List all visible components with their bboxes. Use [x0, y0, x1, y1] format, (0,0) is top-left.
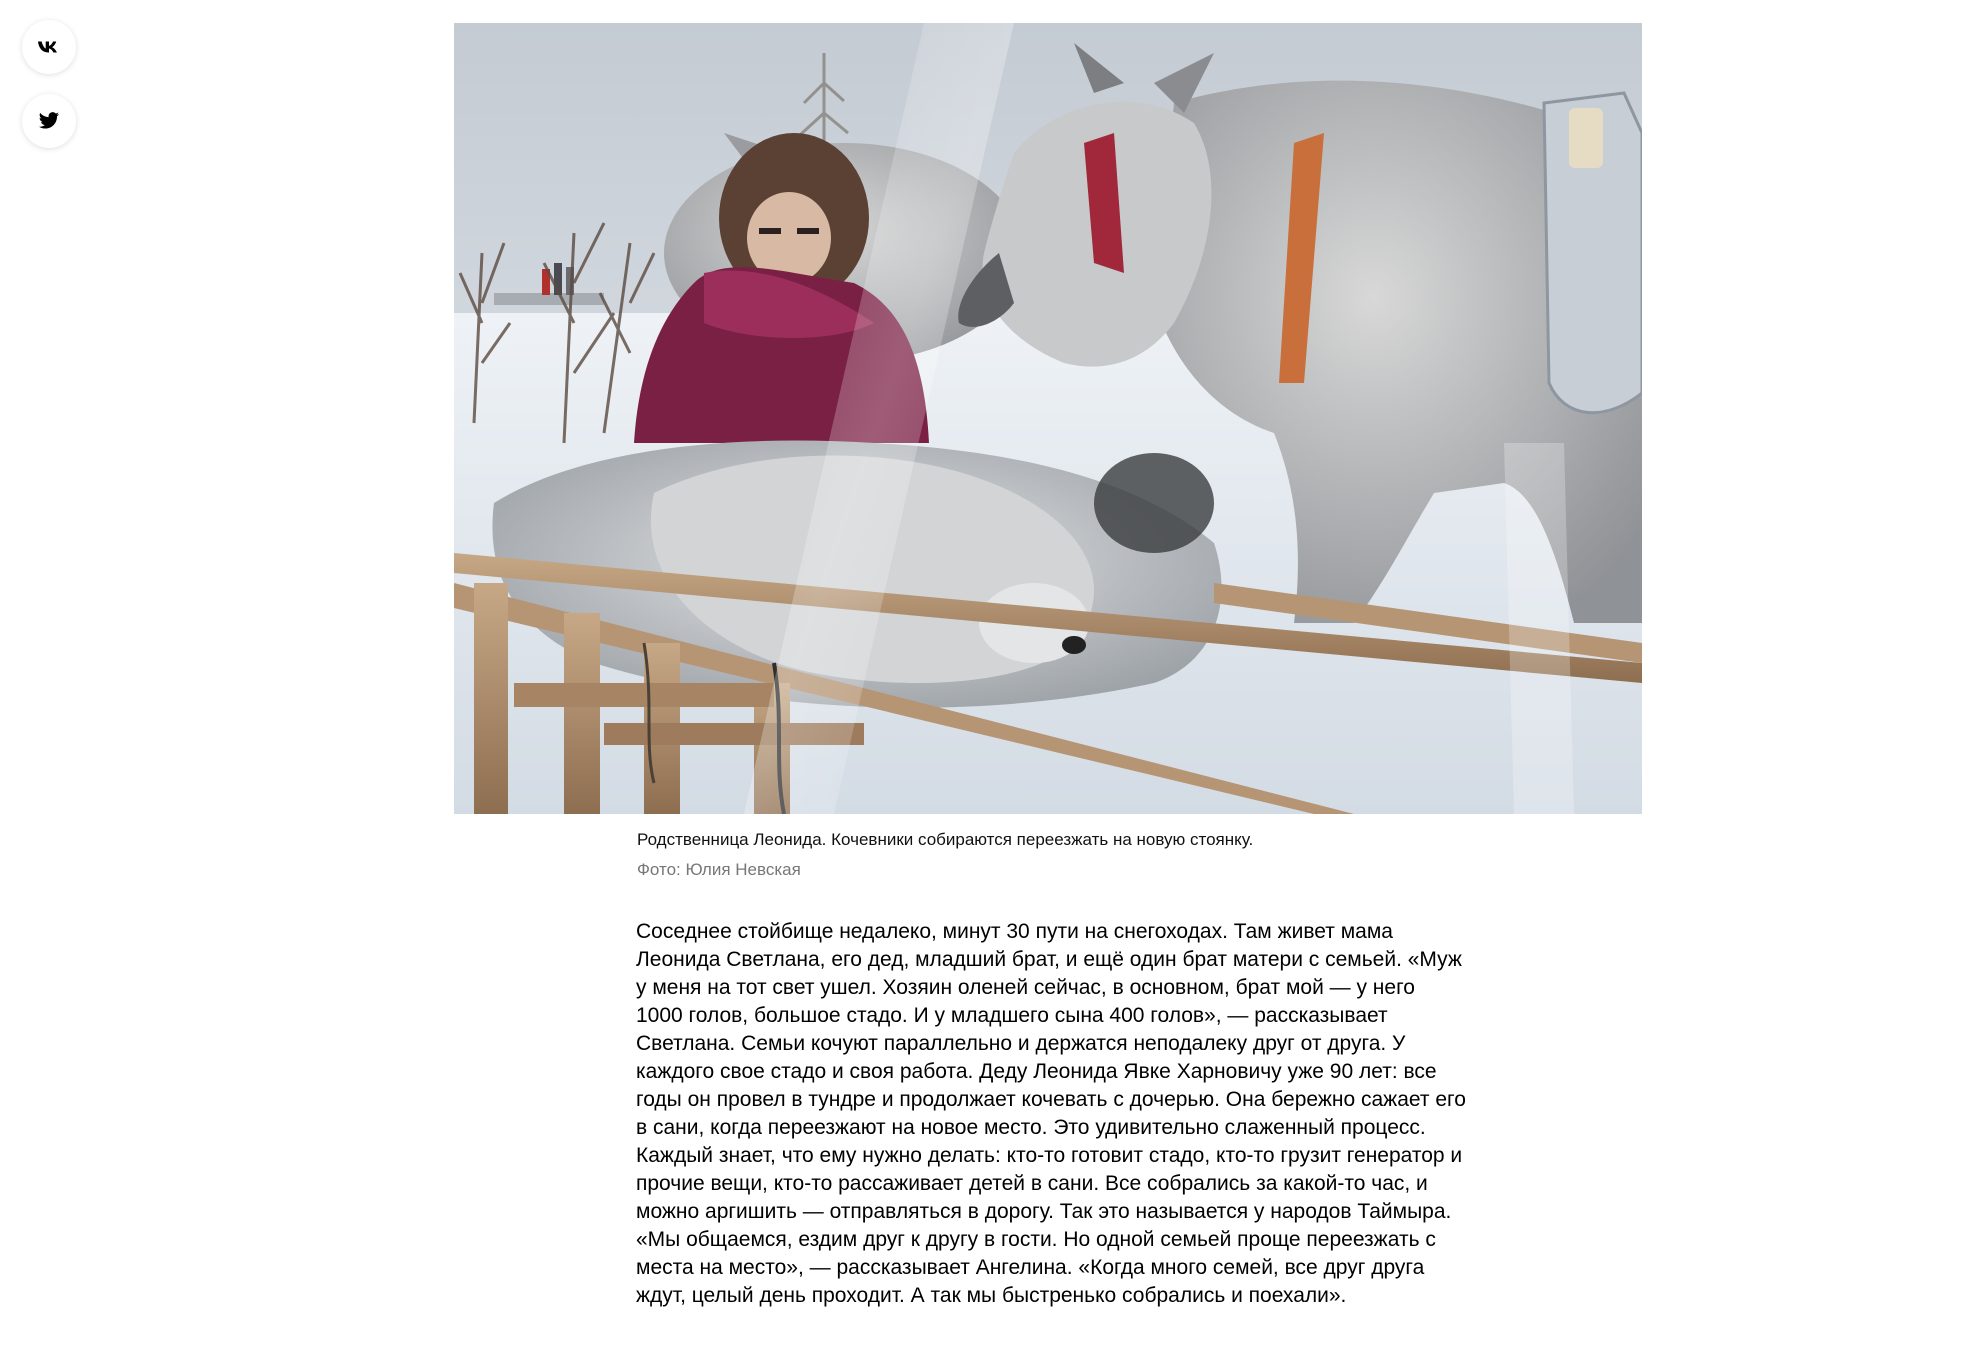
- photo-reindeer-sled: [454, 23, 1642, 814]
- article-body: [636, 918, 1466, 1310]
- vk-share-button[interactable]: [22, 20, 76, 74]
- twitter-share-button[interactable]: [22, 94, 76, 148]
- caption-text: Родственница Леонида. Кочевники собираются переезжать на новую стоянку.: [637, 830, 1254, 849]
- article-paragraph: Соседнее стойбище недалеко, минут 30 пути на снегоходах. Там живет мама Леонида Светлана, его дед, младший брат, и ещё один брат матери с семьей. «Муж у меня на тот свет ушел. Хозяин оленей сейчас, в основном, брат мой — у него 1000 голов, большое стадо. И у младшего сына 400 голов», — рассказывает Светлана. Семьи кочуют параллельно и держатся неподалеку друг от друга. У каждого свое стадо и своя работа. Деду Леонида Явке Харновичу уже 90 лет: все годы он провел в тундре и продолжает кочевать с дочерью. Она бережно сажает его в сани, когда переезжают на новое место. Это удивительно слаженный процесс. Каждый знает, что ему нужно делать: кто-то готовит стадо, кто-то грузит генератор и прочие вещи, кто-то рассаживает детей в сани. Все собрались за какой-то час, и можно аргишить — отправляться в дорогу. Так это называется у народов Таймыра. «Мы общаемся, ездим друг к другу в гости. Но одной семьей проще переезжать с места на место», — рассказывает Ангелина. «Когда много семей, все друг друга ждут, целый день проходит. А так мы быстренько собрались и поехали».: [636, 920, 1466, 1307]
- photo-credit: Фото: Юлия Невская: [637, 860, 801, 879]
- photo-caption: [637, 828, 1457, 882]
- share-rail: [22, 20, 76, 148]
- twitter-icon: [38, 112, 60, 130]
- article-photo: [454, 23, 1642, 814]
- vk-icon: [37, 40, 61, 54]
